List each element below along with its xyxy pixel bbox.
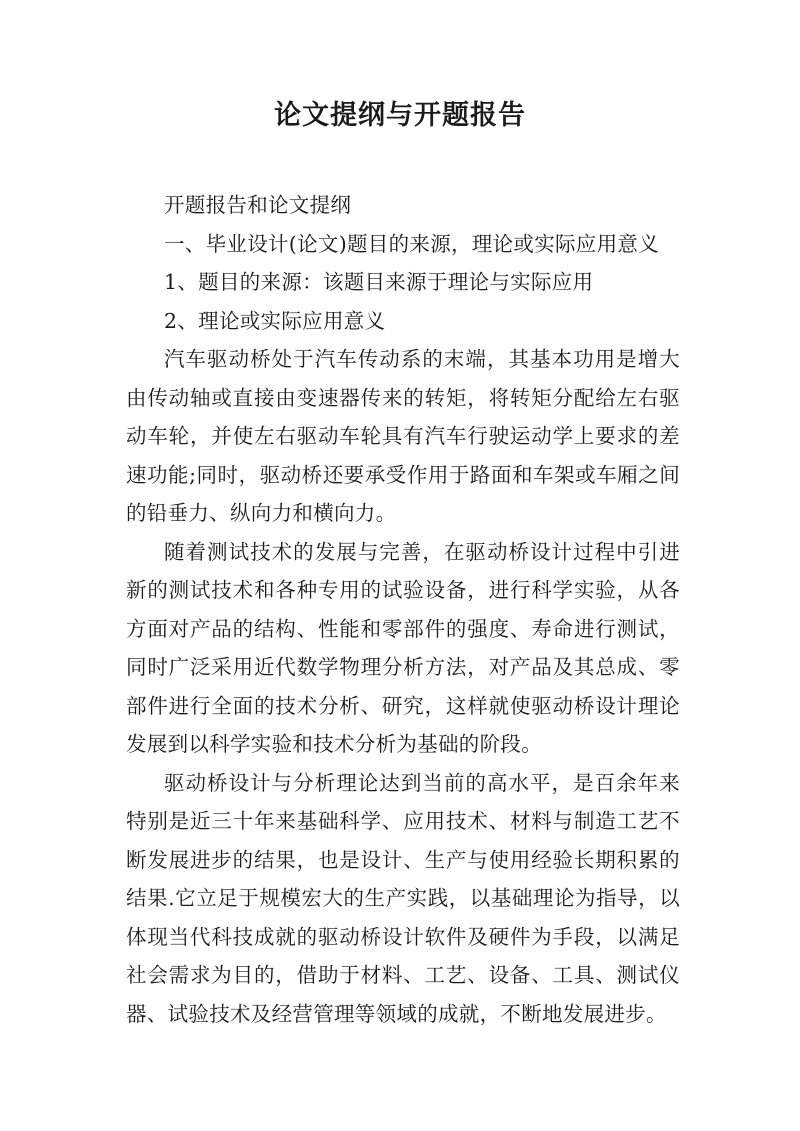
subsection-source: 1、题目的来源：该题目来源于理论与实际应用 <box>164 270 594 294</box>
paragraph-drive-axle-function: 汽车驱动桥处于汽车传动系的末端，其基本功用是增大由传动轴或直接由变速器传来的转矩，将转矩分配给左右驱动车轮，并使左右驱动车轮具有汽车行驶运动学上要求的差速功能;同时，驱动桥还要承受作用于路面和车架或车厢之间的铅垂力、纵向力和横向力。 <box>126 347 680 525</box>
subtitle-line: 开题报告和论文提纲 <box>164 193 352 217</box>
document-body <box>126 186 680 1033</box>
section-heading: 一、毕业设计(论文)题目的来源，理论或实际应用意义 <box>164 231 659 256</box>
paragraph-testing-technology: 随着测试技术的发展与完善，在驱动桥设计过程中引进新的测试技术和各种专用的试验设备，进行科学实验，从各方面对产品的结构、性能和零部件的强度、寿命进行测试，同时广泛采用近代数学物理分析方法，对产品及其总成、零部件进行全面的技术分析、研究，这样就使驱动桥设计理论发展到以科学实验和技术分析为基础的阶段。 <box>126 539 680 756</box>
paragraph-design-theory: 驱动桥设计与分析理论达到当前的高水平，是百余年来特别是近三十年来基础科学、应用技术、材料与制造工艺不断发展进步的结果，也是设计、生产与使用经验长期积累的结果.它立足于规模宏大的生产实践，以基础理论为指导，以体现当代科技成就的驱动桥设计软件及硬件为手段，以满足社会需求为目的，借助于材料、工艺、设备、工具、测试仪器、试验技术及经营管理等领域的成就，不断地发展进步。 <box>126 770 680 1026</box>
subsection-significance: 2、理论或实际应用意义 <box>164 308 386 333</box>
document-title: 论文提纲与开题报告 <box>274 100 526 131</box>
